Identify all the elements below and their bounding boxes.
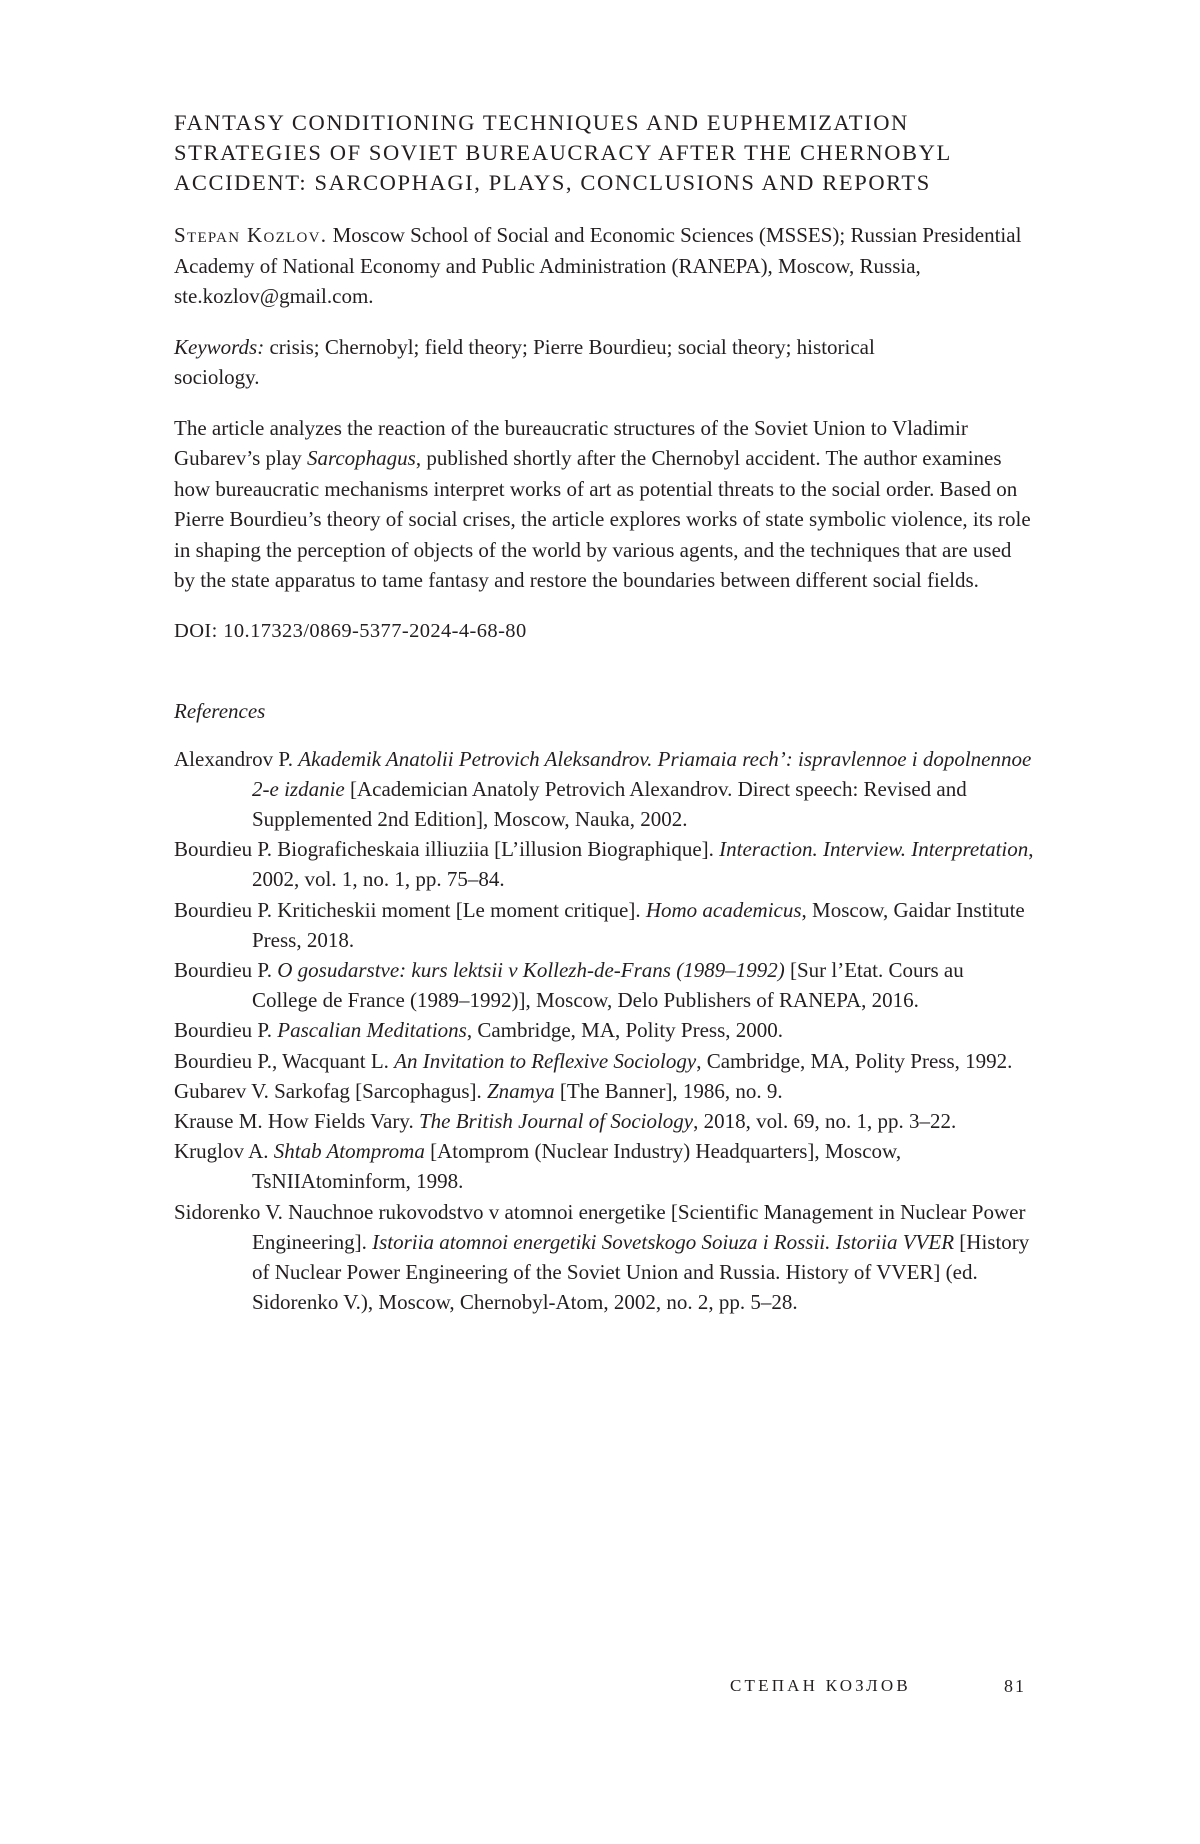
reference-italic-segment: An Invitation to Reflexive Sociology (394, 1048, 697, 1073)
reference-text-segment: Alexandrov P. (174, 746, 299, 771)
reference-italic-segment: Znamya (486, 1078, 555, 1103)
reference-item (174, 1106, 1034, 1136)
article-title: FANTASY CONDITIONING TECHNIQUES AND EUPHEMIZATION STRATEGIES OF SOVIET BUREAUCRACY AFTER THE CHERNOBYL ACCIDENT: SARCOPHAGI, PLAYS, CONCLUSIONS AND REPORTS (174, 110, 952, 195)
reference-text-segment: Bourdieu P. (174, 1018, 278, 1043)
reference-italic-segment: Shtab Atomproma (273, 1139, 425, 1164)
reference-item (174, 834, 1034, 894)
reference-text-segment: Bourdieu P., Wacquant L. (174, 1048, 395, 1073)
author-name: Stepan Kozlov. (174, 223, 328, 247)
abstract-part-2: , published shortly after the Chernobyl accident. The author examines how bureaucratic mechanisms interpret works of art as potential threats to the social order. Based on Pierre Bourdieu’s theory of social crises, the article explores works of state symbolic violence, its role in shaping the perception of objects of the world by various agents, and the techniques that are used by the state apparatus to tame fantasy and restore the boundaries between different social fields. (174, 446, 1031, 592)
reference-text-segment: [History of Nuclear Power Engineering of the Soviet Union and Russia. History of VVER] (ed. Sidorenko V.), Moscow, Chernobyl-Atom, 2002, no. 2, pp. 5–28. (252, 1229, 1030, 1315)
reference-item (174, 1136, 1034, 1196)
references-heading: References (174, 698, 266, 723)
keywords-label: Keywords: (174, 334, 265, 359)
reference-italic-segment: Homo academicus (645, 897, 802, 922)
reference-text-segment: , Moscow, Gaidar Institute Press, 2018. (252, 897, 1025, 952)
reference-item (174, 1046, 1034, 1076)
reference-text-segment: Sidorenko V. Nauchnoe rukovodstvo v atomnoi energetike [Scientific Management in Nuclear Power Engineering]. (174, 1199, 1026, 1254)
reference-text-segment: Gubarev V. Sarkofag [Sarcophagus]. (174, 1078, 487, 1103)
reference-italic-segment: Akademik Anatolii Petrovich Aleksandrov. Priamaia rech’: ispravlennoe i dopolnennoe 2-e izdanie (252, 746, 1032, 801)
doi: DOI: 10.17323/0869-5377-2024-4-68-80 (174, 619, 527, 642)
reference-text-segment: , Cambridge, MA, Polity Press, 2000. (466, 1018, 784, 1043)
reference-text-segment: Krause M. How Fields Vary. (174, 1108, 419, 1133)
reference-italic-segment: Istoriia atomnoi energetiki Sovetskogo Soiuza i Rossii. Istoriia VVER (372, 1229, 955, 1254)
reference-text-segment: [The Banner], 1986, no. 9. (554, 1078, 783, 1103)
reference-text-segment: Bourdieu P. Biograficheskaia illiuziia [L’illusion Biographique]. (174, 837, 720, 862)
reference-text-segment: [Sur l’Etat. Cours au College de France (1989–1992)], Moscow, Delo Publishers of RANEPA, 2016. (252, 957, 964, 1013)
reference-text-segment: Bourdieu P. (174, 957, 278, 982)
reference-text-segment: [Academician Anatoly Petrovich Alexandrov. Direct speech: Revised and Supplemented 2nd Edition], Moscow, Nauka, 2002. (252, 776, 967, 831)
abstract-part-1: The article analyzes the reaction of the bureaucratic structures of the Soviet Union to Vladimir Gubarev’s play (174, 415, 968, 470)
running-head: СТЕПАН КОЗЛОВ (730, 1676, 911, 1695)
reference-item (174, 1076, 1034, 1106)
reference-text-segment: Bourdieu P. Kriticheskii moment [Le moment critique]. (174, 897, 646, 922)
reference-item (174, 744, 1034, 835)
abstract (174, 413, 1034, 596)
keywords-text: crisis; Chernobyl; field theory; Pierre Bourdieu; social theory; historical sociology. (174, 334, 875, 389)
reference-text-segment: [Atomprom (Nuclear Industry) Headquarters], Moscow, TsNIIAtominform, 1998. (252, 1139, 902, 1194)
keywords (174, 332, 934, 393)
reference-italic-segment: O gosudarstve: kurs lektsii v Kollezh-de-Frans (1989–1992) (277, 957, 785, 982)
affiliation-text: Moscow School of Social and Economic Sciences (MSSES); Russian Presidential Academy of National Economy and Public Administration (RANEPA), Moscow, Russia, ste.kozlov@gmail.com. (174, 223, 1022, 308)
abstract-play-title: Sarcophagus (306, 446, 416, 470)
reference-item (174, 1015, 1034, 1045)
reference-text-segment: Kruglov A. (174, 1139, 274, 1164)
reference-item (174, 955, 1034, 1015)
reference-text-segment: , 2002, vol. 1, no. 1, pp. 75–84. (252, 837, 1034, 892)
references-list (174, 744, 1034, 1318)
page-footer (700, 1671, 1026, 1701)
page-number: 81 (1004, 1676, 1026, 1696)
author-affiliation (174, 220, 1034, 312)
reference-text-segment: , Cambridge, MA, Polity Press, 1992. (696, 1048, 1013, 1073)
reference-item (174, 1197, 1034, 1318)
page-content (174, 108, 1034, 1317)
reference-item (174, 895, 1034, 955)
reference-italic-segment: Pascalian Meditations (277, 1018, 467, 1043)
reference-italic-segment: Interaction. Interview. Interpretation (719, 837, 1029, 862)
reference-text-segment: , 2018, vol. 69, no. 1, pp. 3–22. (693, 1108, 957, 1133)
reference-italic-segment: The British Journal of Sociology (418, 1108, 694, 1133)
